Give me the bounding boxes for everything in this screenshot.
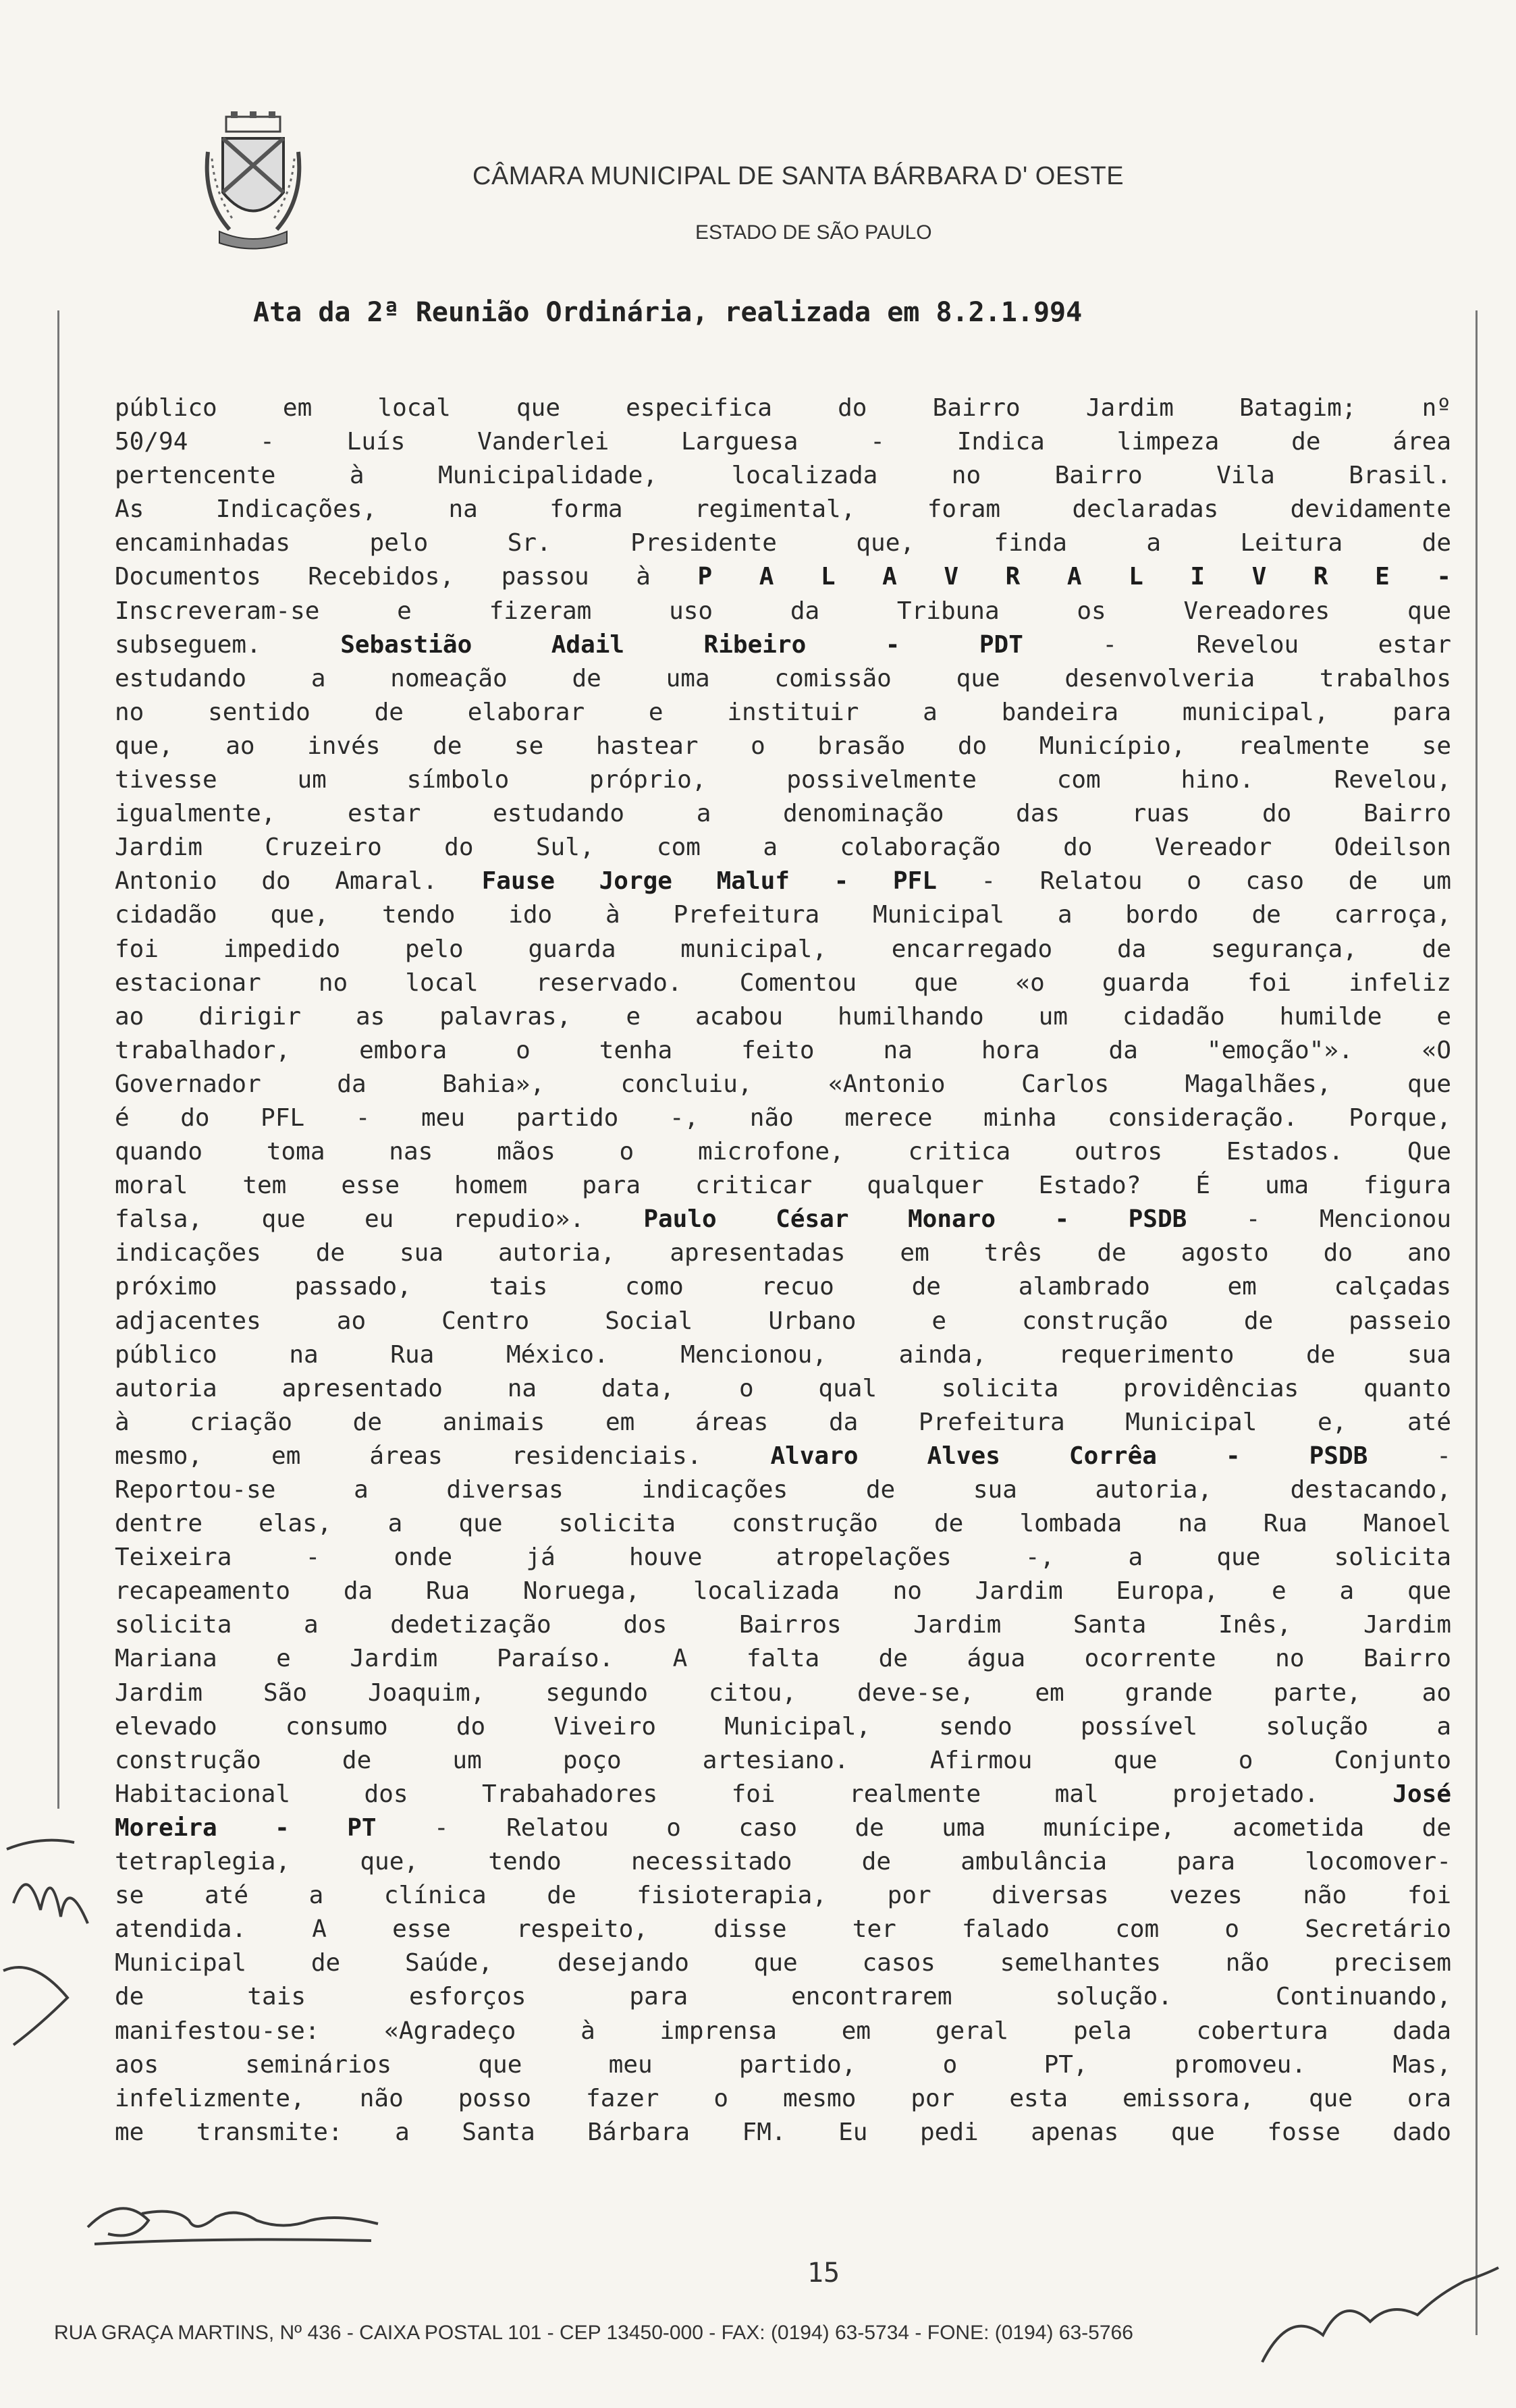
text-segment: moral tem esse homem para criticar qualquer Estado? É uma figura	[115, 1172, 1451, 1200]
text-segment: subseguem.	[115, 630, 341, 659]
text-line	[115, 595, 1451, 628]
text-segment: Governador da Bahia», concluiu, «Antonio Carlos Magalhães, que	[115, 1070, 1451, 1098]
text-line	[115, 628, 1451, 662]
speaker-name: Moreira - PT	[115, 1813, 377, 1842]
text-line	[115, 1744, 1451, 1778]
text-segment: trabalhador, embora o tenha feito na hora da "emoção"». «O	[115, 1036, 1451, 1064]
text-segment: - Relatou o caso de um	[936, 867, 1451, 896]
text-line	[115, 2082, 1451, 2116]
text-line	[115, 1575, 1451, 1608]
text-line	[115, 1507, 1451, 1541]
text-line	[115, 1913, 1451, 1946]
text-line	[115, 1608, 1451, 1642]
institution-state: ESTADO DE SÃO PAULO	[695, 221, 932, 244]
footer-signature-left-icon	[81, 2180, 391, 2254]
text-line	[115, 1406, 1451, 1440]
minutes-body	[115, 391, 1451, 2150]
text-segment: - Mencionou	[1187, 1205, 1451, 1234]
text-segment: de tais esforços para encontrarem solução. Continuando,	[115, 1983, 1451, 2011]
text-segment: no sentido de elaborar e instituir a bandeira municipal, para	[115, 698, 1451, 726]
speaker-name: Fause Jorge Maluf - PFL	[481, 867, 937, 896]
text-segment: Habitacional dos Trabahadores foi realmente mal projetado.	[115, 1780, 1393, 1808]
text-segment: tivesse um símbolo próprio, possivelmente com hino. Revelou,	[115, 766, 1451, 794]
text-line	[115, 425, 1451, 459]
speaker-name: Alvaro Alves Corrêa - PSDB	[770, 1442, 1368, 1470]
page-number: 15	[807, 2258, 840, 2289]
text-segment: encaminhadas pelo Sr. Presidente que, finda a Leitura de	[115, 529, 1451, 557]
text-segment: próximo passado, tais como recuo de alambrado em calçadas	[115, 1273, 1451, 1301]
text-line	[115, 1845, 1451, 1879]
text-segment: mesmo, em áreas residenciais.	[115, 1442, 771, 1470]
text-segment: Mariana e Jardim Paraíso. A falta de água ocorrente no Bairro	[115, 1645, 1451, 1673]
text-line	[115, 1440, 1451, 1473]
text-segment: dentre elas, a que solicita construção de lombada na Rua Manoel	[115, 1510, 1451, 1538]
text-segment: Teixeira - onde já houve atropelações -, a que solicita	[115, 1543, 1451, 1572]
text-segment: recapeamento da Rua Noruega, localizada no Jardim Europa, e a que	[115, 1577, 1451, 1606]
text-line	[115, 2116, 1451, 2150]
text-segment: estudando a nomeação de uma comissão que desenvolveria trabalhos	[115, 664, 1451, 692]
text-segment: Jardim Cruzeiro do Sul, com a colaboração do Vereador Odeilson	[115, 833, 1451, 862]
text-segment: Antonio do Amaral.	[115, 867, 482, 896]
text-segment: Inscreveram-se e fizeram uso da Tribuna os Vereadores que	[115, 597, 1451, 625]
text-line	[115, 1135, 1451, 1169]
right-margin-rule	[1476, 310, 1478, 2335]
coat-of-arms-icon	[202, 111, 304, 253]
text-segment: 50/94 - Luís Vanderlei Larguesa - Indica limpeza de área	[115, 428, 1451, 456]
text-line	[115, 493, 1451, 526]
text-line	[115, 1000, 1451, 1034]
text-segment: -	[1368, 1442, 1451, 1470]
text-segment: é do PFL - meu partido -, não merece minha consideração. Porque,	[115, 1103, 1451, 1132]
text-line	[115, 1811, 1451, 1845]
text-line	[115, 1270, 1451, 1304]
text-segment: Municipal de Saúde, desejando que casos semelhantes não precisem	[115, 1949, 1451, 1977]
text-line	[115, 933, 1451, 966]
text-segment: solicita a dedetização dos Bairros Jardim Santa Inês, Jardim	[115, 1611, 1451, 1639]
text-line	[115, 1034, 1451, 1068]
text-line	[115, 966, 1451, 1000]
text-segment: público na Rua México. Mencionou, ainda, requerimento de sua	[115, 1340, 1451, 1369]
text-segment: me transmite: a Santa Bárbara FM. Eu pedi apenas que fosse dado	[115, 2118, 1451, 2146]
text-line	[115, 1778, 1451, 1811]
text-line	[115, 1338, 1451, 1372]
text-segment: aos seminários que meu partido, o PT, promoveu. Mas,	[115, 2050, 1451, 2079]
text-segment: manifestou-se: «Agradeço à imprensa em geral pela cobertura dada	[115, 2017, 1451, 2045]
text-line	[115, 1676, 1451, 1710]
text-segment: se até a clínica de fisioterapia, por diversas vezes não foi	[115, 1882, 1451, 1910]
text-segment: cidadão que, tendo ido à Prefeitura Municipal a bordo de carroça,	[115, 901, 1451, 929]
text-segment: construção de um poço artesiano. Afirmou que o Conjunto	[115, 1746, 1451, 1774]
text-segment: infelizmente, não posso fazer o mesmo por esta emissora, que ora	[115, 2084, 1451, 2112]
text-line	[115, 662, 1451, 696]
text-segment: à criação de animais em áreas da Prefeitura Municipal e, até	[115, 1408, 1451, 1436]
text-segment: igualmente, estar estudando a denominação das ruas do Bairro	[115, 800, 1451, 828]
text-segment: que, ao invés de se hastear o brasão do Município, realmente se	[115, 732, 1451, 760]
text-line	[115, 1101, 1451, 1135]
text-line	[115, 1541, 1451, 1575]
text-line	[115, 1642, 1451, 1676]
text-segment: tetraplegia, que, tendo necessitado de ambulância para locomover-	[115, 1848, 1451, 1876]
speaker-name: Paulo César Monaro - PSDB	[643, 1205, 1187, 1234]
text-line	[115, 560, 1451, 594]
text-segment: estacionar no local reservado. Comentou que «o guarda foi infeliz	[115, 968, 1451, 997]
text-line	[115, 1203, 1451, 1236]
document-title: Ata da 2ª Reunião Ordinária, realizada em 8.2.1.994	[253, 297, 1083, 328]
text-segment: - Relatou o caso de uma munícipe, acometida de	[376, 1813, 1451, 1842]
text-line	[115, 1372, 1451, 1406]
text-segment: Jardim São Joaquim, segundo citou, deve-se, em grande parte, ao	[115, 1678, 1451, 1707]
text-line	[115, 1068, 1451, 1101]
left-margin-rule	[57, 310, 59, 1809]
text-segment: Reportou-se a diversas indicações de sua autoria, destacando,	[115, 1476, 1451, 1504]
text-segment: foi impedido pelo guarda municipal, encarregado da segurança, de	[115, 935, 1451, 963]
text-segment: atendida. A esse respeito, disse ter falado com o Secretário	[115, 1915, 1451, 1944]
text-line	[115, 1946, 1451, 1980]
text-segment: As Indicações, na forma regimental, foram declaradas devidamente	[115, 495, 1451, 524]
text-segment: adjacentes ao Centro Social Urbano e construção de passeio	[115, 1307, 1451, 1335]
text-segment: pertencente à Municipalidade, localizada no Bairro Vila Brasil.	[115, 462, 1451, 490]
text-line	[115, 696, 1451, 730]
text-segment: ao dirigir as palavras, e acabou humilhando um cidadão humilde e	[115, 1002, 1451, 1031]
text-line	[115, 1169, 1451, 1203]
text-segment: elevado consumo do Viveiro Municipal, sendo possível solução a	[115, 1712, 1451, 1741]
footer-signature-right-icon	[1249, 2254, 1505, 2376]
text-line	[115, 1305, 1451, 1338]
text-line	[115, 2048, 1451, 2082]
text-segment: quando toma nas mãos o microfone, critica outros Estados. Que	[115, 1138, 1451, 1166]
text-line	[115, 1980, 1451, 2014]
text-line	[115, 1473, 1451, 1507]
speaker-name: P A L A V R A L I V R E -	[697, 563, 1451, 591]
text-line	[115, 831, 1451, 865]
text-line	[115, 763, 1451, 797]
text-segment: autoria apresentado na data, o qual solicita providências quanto	[115, 1374, 1451, 1402]
text-segment: falsa, que eu repudio».	[115, 1205, 644, 1234]
text-line	[115, 865, 1451, 898]
footer-address: RUA GRAÇA MARTINS, Nº 436 - CAIXA POSTAL 101 - CEP 13450-000 - FAX: (0194) 63-5734 - FONE: (0194) 63-5766	[54, 2322, 1133, 2344]
text-line	[115, 391, 1451, 425]
text-segment: público em local que especifica do Bairro Jardim Batagim; nº	[115, 394, 1451, 422]
text-line	[115, 898, 1451, 932]
text-line	[115, 797, 1451, 831]
margin-signature-icon	[0, 1822, 121, 2065]
institution-name: CÂMARA MUNICIPAL DE SANTA BÁRBARA D' OESTE	[472, 162, 1125, 190]
text-line	[115, 1236, 1451, 1270]
speaker-name: Sebastião Adail Ribeiro - PDT	[340, 630, 1023, 659]
text-segment: indicações de sua autoria, apresentadas em três de agosto do ano	[115, 1239, 1451, 1267]
text-segment: Documentos Recebidos, passou à	[115, 563, 698, 591]
text-line	[115, 459, 1451, 493]
speaker-name: José	[1392, 1780, 1451, 1808]
text-segment: - Revelou estar	[1023, 630, 1451, 659]
text-line	[115, 2015, 1451, 2048]
text-line	[115, 1879, 1451, 1913]
text-line	[115, 526, 1451, 560]
text-line	[115, 730, 1451, 763]
text-line	[115, 1710, 1451, 1744]
